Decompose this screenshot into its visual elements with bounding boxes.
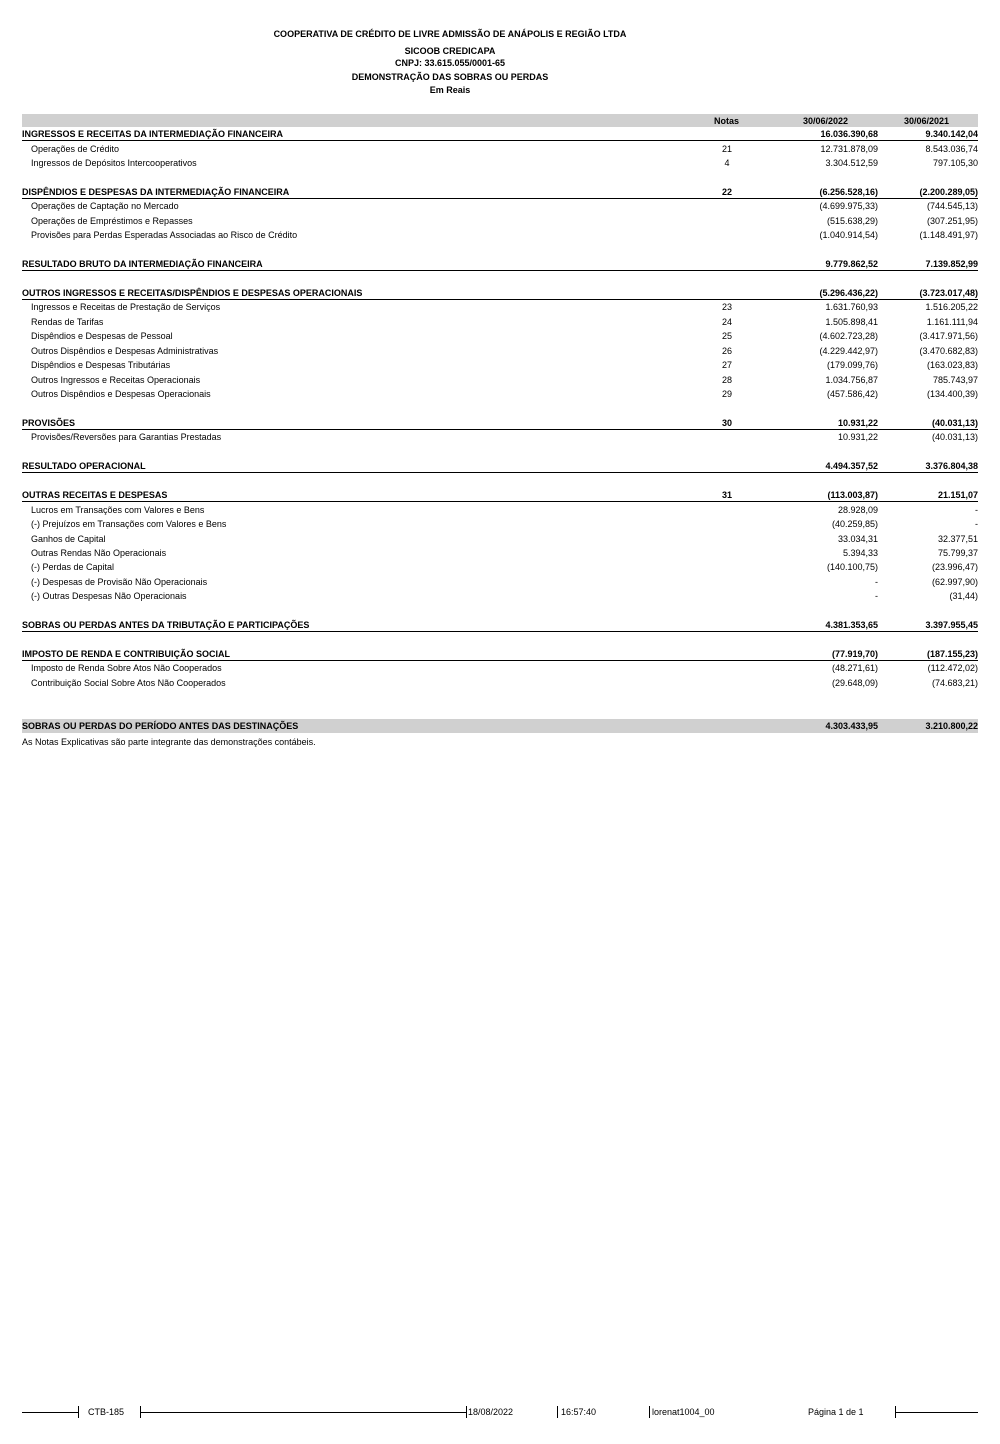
footer-date: 18/08/2022 (468, 1407, 514, 1417)
footer-page-number: Página 1 de 1 (808, 1407, 864, 1417)
row-value-2022: 12.731.878,09 (820, 144, 878, 154)
row-nota: 4 (724, 158, 730, 168)
row-value-2021: (74.683,21) (931, 678, 978, 688)
row-label: OUTROS INGRESSOS E RECEITAS/DISPÊNDIOS E DESPESAS OPERACIONAIS (22, 288, 363, 298)
row-value-2022: (1.040.914,54) (819, 230, 878, 240)
row-value-2021: (187.155,23) (926, 649, 978, 659)
row-value-2021: (40.031,13) (931, 418, 978, 428)
row-value-2022: 3.304.512,59 (825, 158, 878, 168)
table-row (22, 676, 978, 690)
cnpj: CNPJ: 33.615.055/0001-65 (394, 58, 506, 68)
section-row (22, 459, 978, 473)
row-value-2021: (112.472,02) (927, 663, 978, 673)
table-row (22, 430, 978, 444)
section-row (22, 286, 978, 300)
row-value-2022: (4.602.723,28) (819, 331, 878, 341)
section-row (22, 647, 978, 661)
row-value-2022: (5.296.436,22) (819, 288, 878, 298)
row-value-2022: (29.648,09) (831, 678, 878, 688)
row-nota: 25 (721, 331, 732, 341)
row-label: Provisões para Perdas Esperadas Associadas ao Risco de Crédito (31, 230, 298, 240)
row-value-2022: 10.931,22 (837, 418, 878, 428)
row-label: (-) Perdas de Capital (31, 562, 115, 572)
row-label: Lucros em Transações com Valores e Bens (31, 505, 205, 515)
row-value-2021: 32.377,51 (937, 534, 978, 544)
footer-rule (22, 1412, 78, 1413)
row-value-2022: (113.003,87) (827, 490, 878, 500)
table-row (22, 344, 978, 358)
row-value-2021: 797.105,30 (932, 158, 978, 168)
table-row (22, 300, 978, 314)
section-row (22, 257, 978, 271)
table-row (22, 503, 978, 517)
table-row (22, 373, 978, 387)
section-row (22, 185, 978, 199)
row-value-2022: 1.631.760,93 (825, 302, 878, 312)
company-name: COOPERATIVA DE CRÉDITO DE LIVRE ADMISSÃO DE ANÁPOLIS E REGIÃO LTDA (273, 29, 627, 39)
row-label: Dispêndios e Despesas Tributárias (31, 360, 171, 370)
row-value-2022: 10.931,22 (837, 432, 878, 442)
row-value-2021: 1.161.111,94 (926, 317, 978, 327)
row-value-2022: (179.099,76) (826, 360, 878, 370)
section-row (22, 488, 978, 502)
row-value-2021: (744.545,13) (926, 201, 978, 211)
footer-rule (140, 1412, 466, 1413)
row-label: DISPÊNDIOS E DESPESAS DA INTERMEDIAÇÃO FINANCEIRA (22, 187, 290, 197)
row-nota: 31 (721, 490, 732, 500)
row-value-2021: 3.210.800,22 (925, 721, 978, 731)
row-value-2021: 785.743,97 (932, 375, 978, 385)
row-value-2022: - (875, 591, 878, 601)
row-value-2022: 1.505.898,41 (825, 317, 878, 327)
row-value-2021: 21.151,07 (937, 490, 978, 500)
table-row (22, 315, 978, 329)
table-row (22, 575, 978, 589)
row-value-2022: (4.699.975,33) (819, 201, 878, 211)
row-value-2022: 4.381.353,65 (825, 620, 878, 630)
row-value-2022: (515.638,29) (826, 216, 878, 226)
row-value-2022: (457.586,42) (826, 389, 878, 399)
row-nota: 21 (721, 144, 732, 154)
row-label: SOBRAS OU PERDAS DO PERÍODO ANTES DAS DESTINAÇÕES (22, 721, 299, 731)
row-value-2021: 8.543.036,74 (925, 144, 978, 154)
row-value-2021: (31,44) (949, 591, 978, 601)
row-label: Operações de Crédito (31, 144, 120, 154)
footer-rule (895, 1412, 978, 1413)
table-row (22, 142, 978, 156)
row-value-2021: (134.400,39) (926, 389, 978, 399)
row-value-2021: (3.417.971,56) (919, 331, 978, 341)
row-value-2022: (77.919,70) (831, 649, 878, 659)
row-value-2021: (163.023,83) (926, 360, 978, 370)
row-nota: 27 (721, 360, 732, 370)
row-label: Provisões/Reversões para Garantias Prestadas (31, 432, 222, 442)
row-value-2021: (3.723.017,48) (919, 288, 978, 298)
row-nota: 29 (721, 389, 732, 399)
row-label: Rendas de Tarifas (31, 317, 104, 327)
row-nota: 22 (721, 187, 732, 197)
row-nota: 28 (721, 375, 732, 385)
report-units: Em Reais (429, 85, 471, 95)
row-value-2022: 28.928,09 (837, 505, 878, 515)
row-nota: 30 (721, 418, 732, 428)
table-row (22, 532, 978, 546)
row-value-2022: 4.303.433,95 (825, 721, 878, 731)
report-title: DEMONSTRAÇÃO DAS SOBRAS OU PERDAS (351, 72, 549, 82)
row-value-2022: 9.779.862,52 (825, 259, 878, 269)
row-value-2022: 5.394,33 (842, 548, 878, 558)
section-row (22, 618, 978, 632)
table-row (22, 517, 978, 531)
footer-time: 16:57:40 (561, 1407, 597, 1417)
row-label: INGRESSOS E RECEITAS DA INTERMEDIAÇÃO FINANCEIRA (22, 129, 284, 139)
row-value-2021: (62.997,90) (931, 577, 978, 587)
row-label: Ingressos e Receitas de Prestação de Serviços (31, 302, 221, 312)
row-label: Outros Ingressos e Receitas Operacionais (31, 375, 201, 385)
row-label: SOBRAS OU PERDAS ANTES DA TRIBUTAÇÃO E PARTICIPAÇÕES (22, 620, 310, 630)
row-value-2021: 3.397.955,45 (925, 620, 978, 630)
row-value-2022: (4.229.442,97) (819, 346, 878, 356)
row-value-2021: 75.799,37 (937, 548, 978, 558)
table-row (22, 589, 978, 603)
row-label: (-) Despesas de Provisão Não Operacionais (31, 577, 208, 587)
row-value-2022: 4.494.357,52 (825, 461, 878, 471)
table-row (22, 661, 978, 675)
row-label: Outras Rendas Não Operacionais (31, 548, 167, 558)
row-value-2021: - (975, 519, 978, 529)
row-nota: 26 (721, 346, 732, 356)
row-value-2021: (40.031,13) (931, 432, 978, 442)
row-value-2021: (2.200.289,05) (919, 187, 978, 197)
column-header-period-2: 30/06/2021 (904, 116, 950, 126)
row-label: RESULTADO BRUTO DA INTERMEDIAÇÃO FINANCEIRA (22, 259, 263, 269)
section-row (22, 416, 978, 430)
table-row (22, 358, 978, 372)
footer-report-code: CTB-185 (88, 1407, 125, 1417)
row-label: (-) Prejuízos em Transações com Valores e Bens (31, 519, 227, 529)
row-label: IMPOSTO DE RENDA E CONTRIBUIÇÃO SOCIAL (22, 649, 231, 659)
row-value-2022: 33.034,31 (837, 534, 878, 544)
row-value-2022: - (875, 577, 878, 587)
row-value-2022: 1.034.756,87 (825, 375, 878, 385)
row-label: Operações de Empréstimos e Repasses (31, 216, 193, 226)
row-label: Ganhos de Capital (31, 534, 106, 544)
row-nota: 23 (721, 302, 732, 312)
row-value-2021: (3.470.682,83) (919, 346, 978, 356)
row-label: Outros Dispêndios e Despesas Administrativas (31, 346, 219, 356)
row-label: Outros Dispêndios e Despesas Operacionais (31, 389, 211, 399)
final-result-row (22, 719, 978, 733)
row-label: Contribuição Social Sobre Atos Não Cooperados (31, 678, 226, 688)
table-row (22, 387, 978, 401)
footer-user: lorenat1004_00 (652, 1407, 715, 1417)
column-header-bar (22, 114, 978, 127)
row-label: Imposto de Renda Sobre Atos Não Cooperados (31, 663, 222, 673)
cooperative-name: SICOOB CREDICAPA (404, 46, 496, 56)
row-label: RESULTADO OPERACIONAL (22, 461, 146, 471)
row-value-2022: (140.100,75) (826, 562, 878, 572)
table-row (22, 199, 978, 213)
explanatory-note: As Notas Explicativas são parte integrante das demonstrações contábeis. (22, 737, 316, 747)
section-row (22, 127, 978, 141)
footer-separator (78, 1406, 79, 1418)
table-row (22, 560, 978, 574)
row-value-2021: (307.251,95) (926, 216, 978, 226)
footer-separator (649, 1406, 650, 1418)
footer-separator (466, 1406, 467, 1418)
page-footer (0, 1404, 1000, 1420)
row-value-2021: 9.340.142,04 (925, 129, 978, 139)
row-value-2021: 7.139.852,99 (925, 259, 978, 269)
row-label: Operações de Captação no Mercado (31, 201, 179, 211)
row-label: (-) Outras Despesas Não Operacionais (31, 591, 187, 601)
row-value-2021: 3.376.804,38 (925, 461, 978, 471)
table-row (22, 329, 978, 343)
table-row (22, 214, 978, 228)
row-label: OUTRAS RECEITAS E DESPESAS (22, 490, 168, 500)
footer-separator (557, 1406, 558, 1418)
table-row (22, 546, 978, 560)
column-header-notas: Notas (714, 116, 740, 126)
row-nota: 24 (721, 317, 732, 327)
row-label: Dispêndios e Despesas de Pessoal (31, 331, 173, 341)
row-value-2021: - (975, 505, 978, 515)
row-value-2021: (23.996,47) (931, 562, 978, 572)
row-value-2021: 1.516.205,22 (925, 302, 978, 312)
row-label: Ingressos de Depósitos Intercooperativos (31, 158, 197, 168)
table-row (22, 228, 978, 242)
row-value-2022: (6.256.528,16) (819, 187, 878, 197)
row-label: PROVISÕES (22, 418, 76, 428)
row-value-2022: (48.271,61) (831, 663, 878, 673)
column-header-period-1: 30/06/2022 (803, 116, 849, 126)
table-row (22, 156, 978, 170)
row-value-2022: (40.259,85) (831, 519, 878, 529)
row-value-2022: 16.036.390,68 (820, 129, 878, 139)
row-value-2021: (1.148.491,97) (919, 230, 978, 240)
